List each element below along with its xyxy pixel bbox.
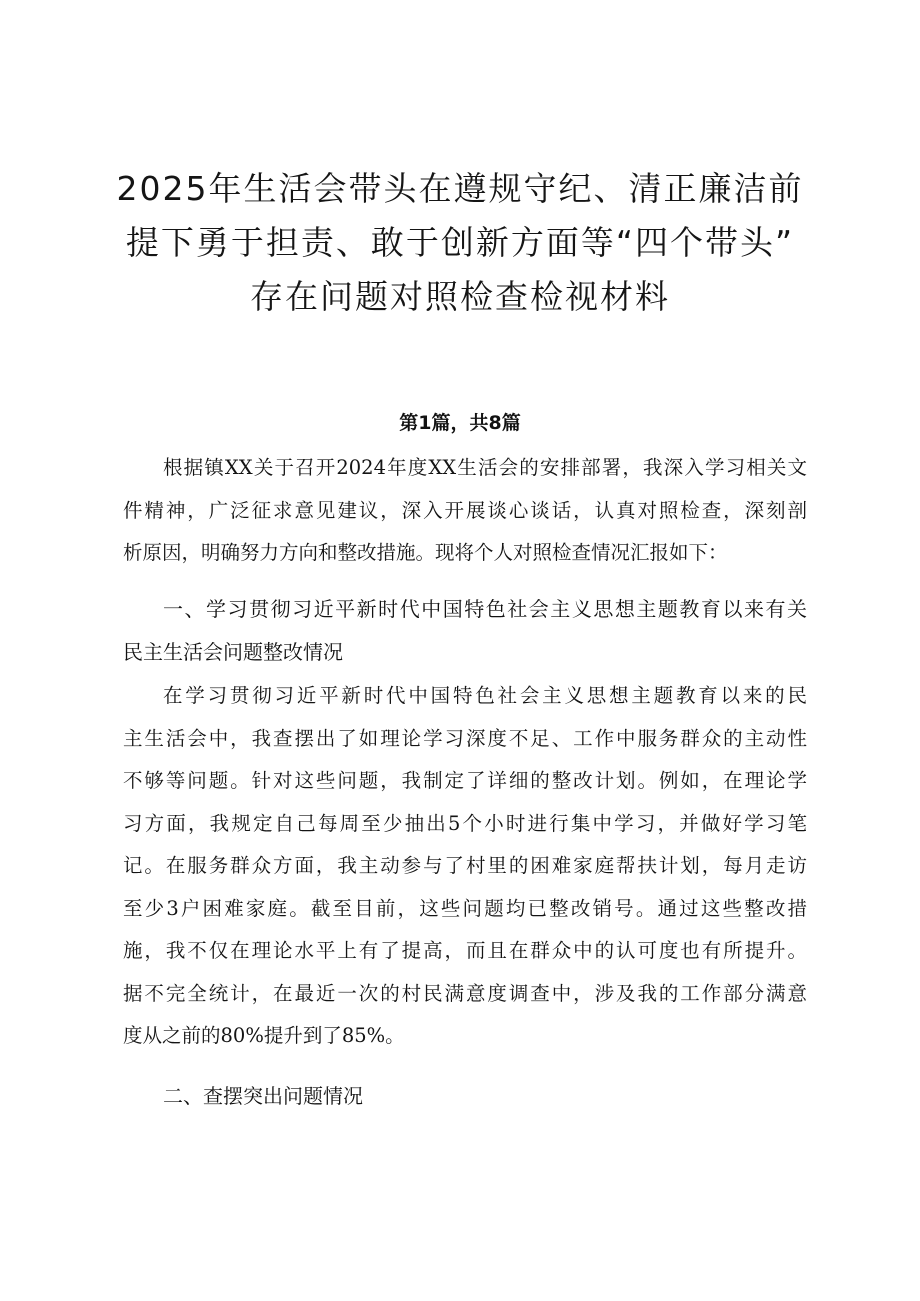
paragraph-line: 件精神，广泛征求意见建议，深入开展谈心谈话，认真对照检查，深刻剖 bbox=[123, 498, 807, 522]
section-1-heading bbox=[123, 588, 807, 673]
paragraph-line: 施，我不仅在理论水平上有了提高，而且在群众中的认可度也有所提升。 bbox=[123, 939, 807, 962]
part-label: 第1篇，共8篇 bbox=[399, 412, 521, 434]
heading-line: 二、查摆突出问题情况 bbox=[163, 1084, 363, 1108]
paragraph-line: 根据镇XX关于召开2024年度XX生活会的安排部署，我深入学习相关文 bbox=[163, 456, 807, 479]
title-line: 提下勇于担责、敢于创新方面等“四个带头” bbox=[125, 223, 795, 262]
paragraph-line: 至少3户困难家庭。截至目前，这些问题均已整改销号。通过这些整改措 bbox=[123, 896, 807, 920]
paragraph-line: 习方面，我规定自己每周至少抽出5个小时进行集中学习，并做好学习笔 bbox=[123, 811, 807, 835]
paragraph-line: 度从之前的80%提升到了85%。 bbox=[123, 1024, 405, 1047]
heading-line: 民主生活会问题整改情况 bbox=[123, 639, 343, 664]
section-2-heading bbox=[123, 1075, 807, 1118]
paragraph-line: 在学习贯彻习近平新时代中国特色社会主义思想主题教育以来的民 bbox=[163, 684, 807, 707]
paragraph-line: 不够等问题。针对这些问题，我制定了详细的整改计划。例如，在理论学 bbox=[123, 769, 807, 792]
title-line: 存在问题对照检查检视材料 bbox=[250, 277, 670, 316]
section-1-paragraph bbox=[123, 675, 807, 1058]
paragraph-line: 主生活会中，我查摆出了如理论学习深度不足、工作中服务群众的主动性 bbox=[123, 726, 807, 750]
heading-line: 一、学习贯彻习近平新时代中国特色社会主义思想主题教育以来有关 bbox=[163, 597, 807, 621]
title-line: 2025年生活会带头在遵规守纪、清正廉洁前 bbox=[116, 169, 804, 208]
paragraph-line: 记。在服务群众方面，我主动参与了村里的困难家庭帮扶计划，每月走访 bbox=[123, 854, 807, 877]
document-title bbox=[100, 162, 820, 324]
paragraph-line: 析原因，明确努力方向和整改措施。现将个人对照检查情况汇报如下： bbox=[123, 541, 728, 564]
intro-paragraph bbox=[123, 447, 807, 575]
paragraph-line: 据不完全统计，在最近一次的村民满意度调查中，涉及我的工作部分满意 bbox=[123, 981, 807, 1005]
